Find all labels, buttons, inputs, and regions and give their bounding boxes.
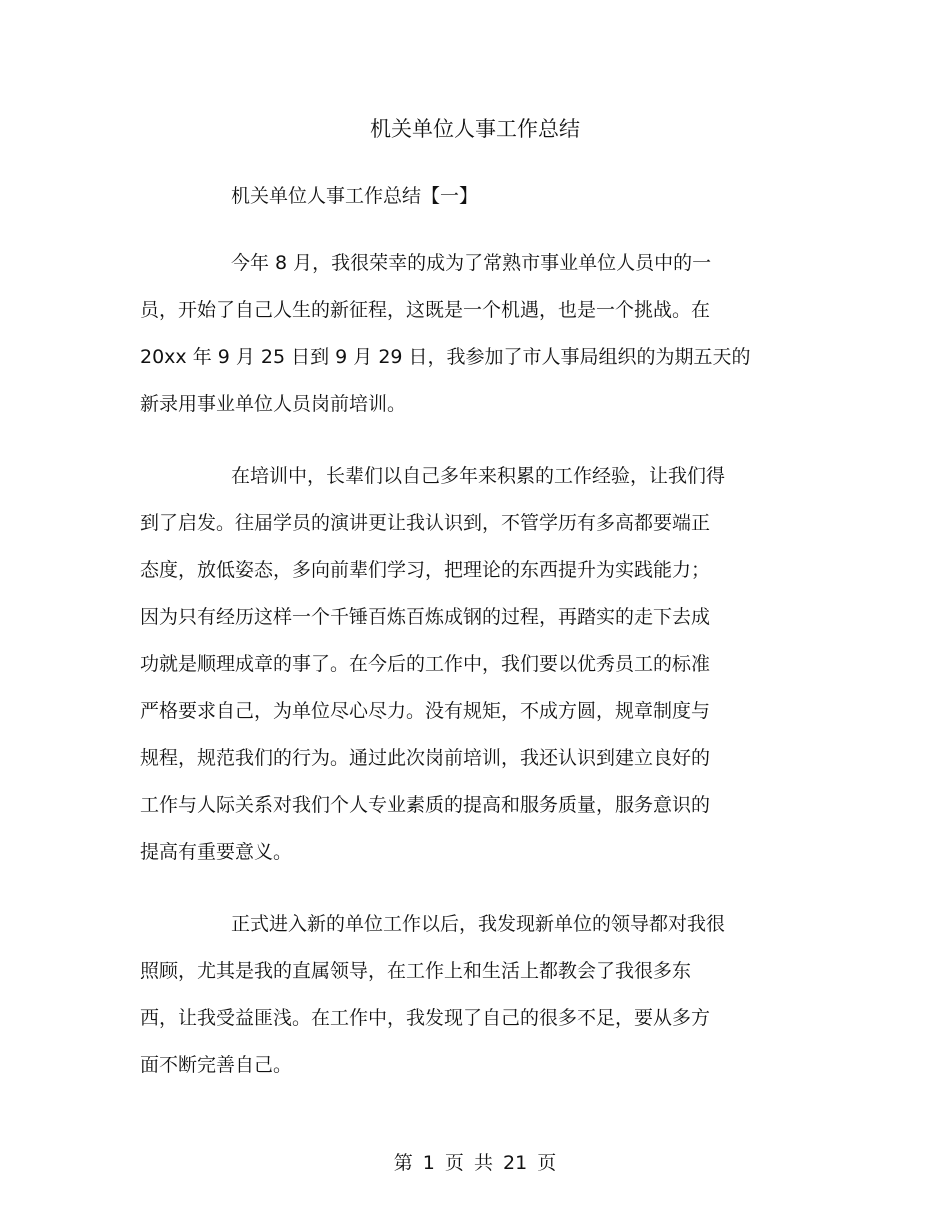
paragraph-line: 工作与人际关系对我们个人专业素质的提高和服务质量，服务意识的 [140, 794, 711, 816]
section-heading: 机关单位人事工作总结【一】 [231, 185, 479, 207]
paragraph-line: 今年 8 月，我很荣幸的成为了常熟市事业单位人员中的一 [231, 252, 712, 274]
page-number-footer: 第 1 页 共 21 页 [393, 1152, 557, 1174]
paragraph-2 [140, 453, 780, 876]
paragraph-line: 严格要求自己，为单位尽心尽力。没有规矩，不成方圆，规章制度与 [140, 700, 711, 722]
paragraph-line: 到了启发。往届学员的演讲更让我认识到，不管学历有多高都要端正 [140, 512, 711, 534]
paragraph-1 [140, 240, 780, 428]
paragraph-line: 新录用事业单位人员岗前培训。 [140, 393, 407, 415]
paragraph-line: 照顾，尤其是我的直属领导，在工作上和生活上都教会了我很多东 [140, 960, 692, 982]
paragraph-line: 西，让我受益匪浅。在工作中，我发现了自己的很多不足，要从多方 [140, 1007, 711, 1029]
paragraph-line: 员，开始了自己人生的新征程，这既是一个机遇，也是一个挑战。在 [140, 299, 711, 321]
paragraph-line: 面不断完善自己。 [140, 1054, 293, 1076]
paragraph-line: 规程，规范我们的行为。通过此次岗前培训，我还认识到建立良好的 [140, 747, 711, 769]
paragraph-line: 正式进入新的单位工作以后，我发现新单位的领导都对我很 [231, 913, 726, 935]
paragraph-3 [140, 901, 780, 1089]
paragraph-line: 功就是顺理成章的事了。在今后的工作中，我们要以优秀员工的标准 [140, 653, 711, 675]
paragraph-line: 提高有重要意义。 [140, 841, 293, 863]
paragraph-line: 在培训中，长辈们以自己多年来积累的工作经验，让我们得 [231, 465, 726, 487]
paragraph-line: 因为只有经历这样一个千锤百炼百炼成钢的过程，再踏实的走下去成 [140, 606, 711, 628]
document-title: 机关单位人事工作总结 [370, 117, 580, 141]
paragraph-line: 20xx 年 9 月 25 日到 9 月 29 日，我参加了市人事局组织的为期五天的 [140, 346, 751, 368]
paragraph-line: 态度，放低姿态，多向前辈们学习，把理论的东西提升为实践能力； [140, 559, 711, 581]
